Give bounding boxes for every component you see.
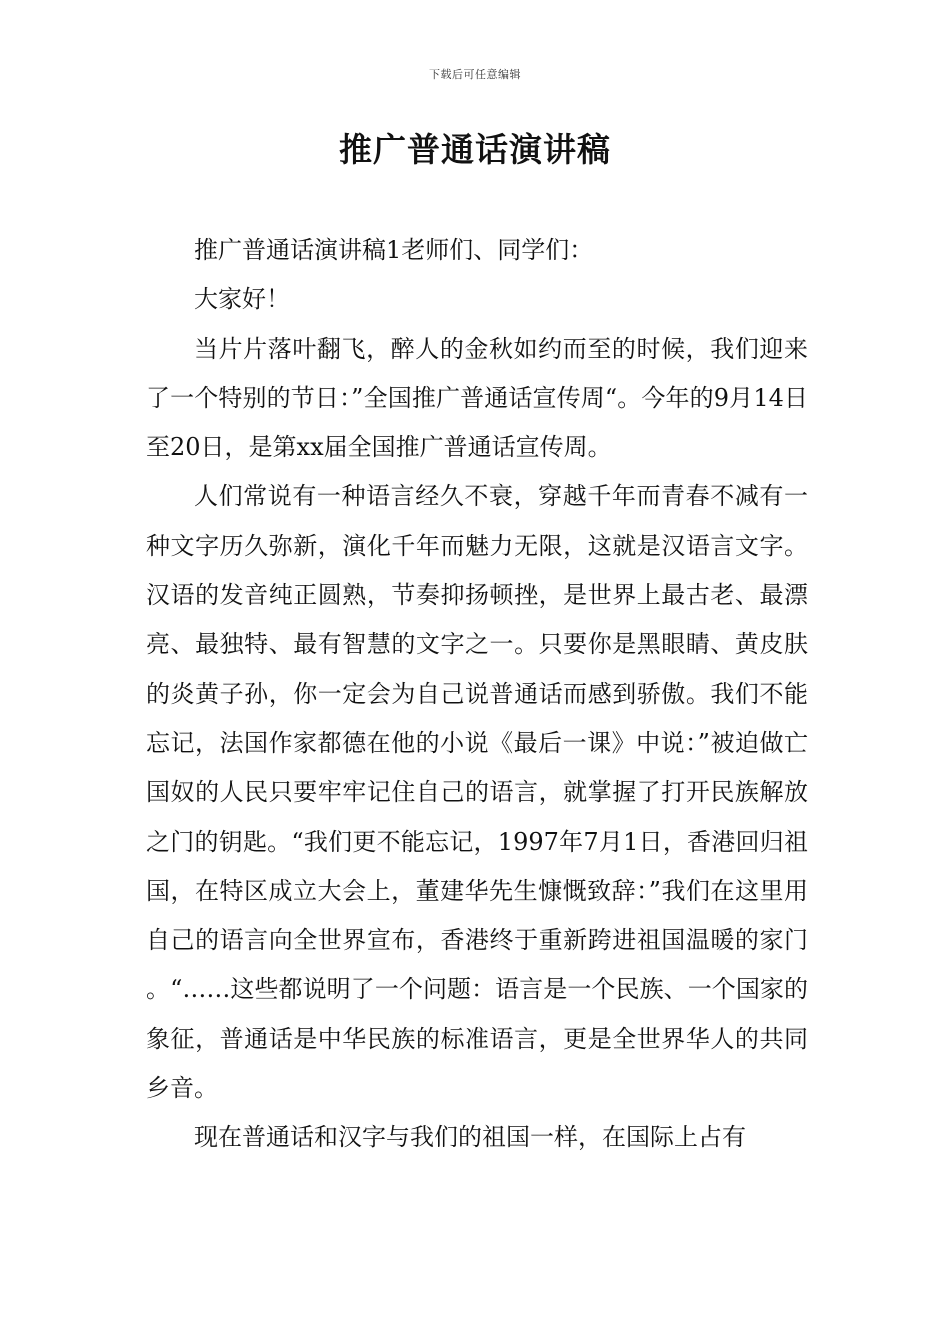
paragraph-greeting: 大家好！: [194, 285, 290, 314]
document-body: [146, 226, 808, 1163]
document-title: 推广普通话演讲稿: [339, 130, 611, 169]
header-note: 下载后可任意编辑: [429, 68, 521, 81]
paragraph-continued: 现在普通话和汉字与我们的祖国一样，在国际上占有: [194, 1123, 746, 1152]
paragraph-main: 人们常说有一种语言经久不衰，穿越千年而青春不减有一种文字历久弥新，演化千年而魅力无限，这就是汉语言文字。汉语的发音纯正圆熟，节奏抑扬顿挫，是世界上最古老、最漂亮、最独特、最有智慧的文字之一。只要你是黑眼睛、黄皮肤的炎黄子孙，你一定会为自己说普通话而感到骄傲。我们不能忘记，法国作家都德在他的小说《最后一课》中说：”被迫做亡国奴的人民只要牢牢记住自己的语言，就掌握了打开民族解放之门的钥匙。“我们更不能忘记，1997年7月1日，香港回归祖国，在特区成立大会上，董建华先生慷慨致辞：”我们在这里用自己的语言向全世界宣布，香港终于重新跨进祖国温暖的家门。“……这些都说明了一个问题：语言是一个民族、一个国家的象征，普通话是中华民族的标准语言，更是全世界华人的共同乡音。: [146, 482, 808, 1103]
paragraph-intro: 当片片落叶翻飞，醉人的金秋如约而至的时候，我们迎来了一个特别的节日：”全国推广普通话宣传周“。今年的9月14日至20日，是第xx届全国推广普通话宣传周。: [146, 334, 808, 462]
paragraph-salutation: 推广普通话演讲稿1老师们、同学们：: [194, 236, 594, 264]
